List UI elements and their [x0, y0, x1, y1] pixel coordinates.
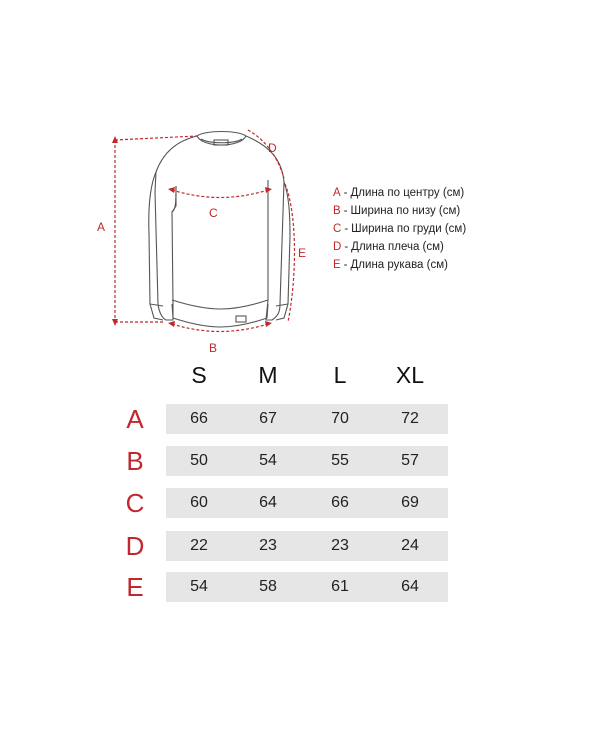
table-cell: 61	[331, 578, 349, 595]
row-label-d: D	[125, 531, 145, 561]
table-cell: 58	[259, 578, 277, 595]
table-cell: 54	[190, 578, 208, 595]
measurement-legend	[333, 184, 466, 274]
table-cell: 50	[190, 452, 208, 469]
legend-item-d	[333, 238, 466, 256]
size-header-s: S	[191, 362, 207, 388]
legend-separator: -	[343, 187, 348, 199]
size-header-m: M	[258, 362, 278, 388]
dim-letter-a: A	[97, 220, 106, 234]
legend-separator: -	[343, 259, 348, 271]
measurement-arrowheads	[112, 136, 272, 327]
legend-letter: E	[333, 259, 341, 271]
dim-d-line	[248, 130, 284, 178]
table-cell: 64	[401, 578, 419, 595]
dim-letter-b: B	[209, 341, 218, 355]
table-cell: 66	[190, 410, 208, 427]
table-cell: 54	[259, 452, 277, 469]
table-row	[166, 404, 448, 434]
legend-text: Ширина по груди (см)	[351, 223, 467, 235]
row-label-b: B	[126, 446, 144, 476]
table-cell: 57	[401, 452, 419, 469]
legend-text: Ширина по низу (см)	[350, 205, 461, 217]
table-cell: 66	[331, 494, 349, 511]
size-header-xl: XL	[395, 362, 425, 388]
legend-letter: A	[333, 187, 341, 199]
dim-c-line	[172, 190, 268, 198]
table-cell: 23	[331, 537, 349, 554]
table-cell: 69	[401, 494, 419, 511]
table-cell: 22	[190, 537, 208, 554]
table-row	[166, 531, 448, 561]
legend-item-a	[333, 184, 466, 202]
legend-letter: D	[333, 241, 342, 253]
legend-text: Длина по центру (см)	[350, 187, 465, 199]
dim-letter-c: C	[209, 206, 218, 220]
table-row	[166, 488, 448, 518]
legend-separator: -	[344, 223, 349, 235]
legend-text: Длина рукава (см)	[350, 259, 448, 271]
row-label-e: E	[126, 572, 144, 602]
table-cell: 23	[259, 537, 277, 554]
table-cell: 67	[259, 410, 277, 427]
row-label-a: A	[126, 404, 144, 434]
dim-b-line	[172, 324, 268, 332]
sweatshirt-diagram	[0, 0, 600, 360]
legend-letter: B	[333, 205, 341, 217]
table-cell: 55	[331, 452, 349, 469]
table-cell: 24	[401, 537, 419, 554]
legend-item-c	[333, 220, 466, 238]
table-cell: 60	[190, 494, 208, 511]
legend-item-b	[333, 202, 466, 220]
table-cell: 70	[331, 410, 349, 427]
legend-item-e	[333, 256, 466, 274]
legend-separator: -	[344, 241, 349, 253]
legend-separator: -	[343, 205, 348, 217]
dim-letter-d: D	[268, 141, 277, 155]
table-row	[166, 572, 448, 602]
dim-letter-e: E	[298, 246, 307, 260]
sweatshirt-outline	[149, 132, 290, 328]
legend-text: Длина плеча (см)	[351, 241, 444, 253]
table-cell: 64	[259, 494, 277, 511]
row-label-c: C	[125, 488, 145, 518]
table-row	[166, 446, 448, 476]
legend-letter: C	[333, 223, 342, 235]
size-header-l: L	[333, 362, 347, 388]
table-cell: 72	[401, 410, 419, 427]
